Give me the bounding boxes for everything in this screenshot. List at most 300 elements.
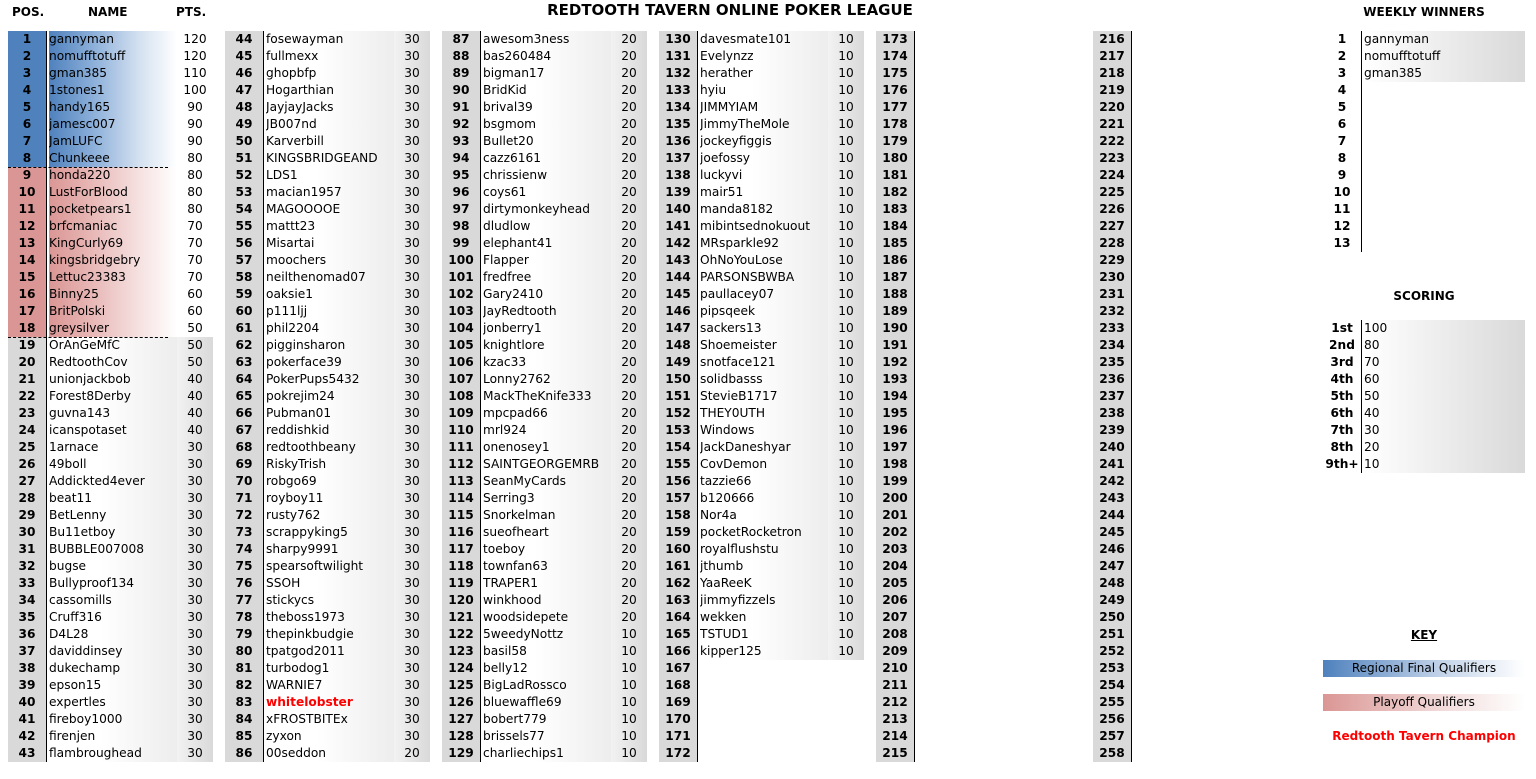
- table-row: [876, 524, 1093, 541]
- player-points: 30: [394, 167, 430, 184]
- player-name: sharpy9991: [266, 541, 394, 558]
- player-points: 20: [611, 473, 647, 490]
- table-row: [442, 337, 659, 354]
- player-points: 30: [394, 48, 430, 65]
- player-name: TSTUD1: [700, 626, 828, 643]
- player-name: Addickted4ever: [49, 473, 177, 490]
- player-points: 30: [394, 337, 430, 354]
- pos-header: POS.: [12, 5, 45, 19]
- player-points: 30: [394, 218, 430, 235]
- player-points: 20: [611, 167, 647, 184]
- position-cell: 222: [1093, 133, 1131, 150]
- position-cell: 28: [8, 490, 46, 507]
- table-row: [8, 31, 225, 48]
- position-cell: 124: [442, 660, 480, 677]
- player-points: 10: [828, 405, 864, 422]
- scoring-row: [1323, 337, 1525, 354]
- player-name: Binny25: [49, 286, 177, 303]
- table-row: [876, 252, 1093, 269]
- player-points: 40: [177, 405, 213, 422]
- scoring-points: 60: [1364, 371, 1525, 388]
- table-row: [659, 218, 876, 235]
- table-row: [876, 269, 1093, 286]
- table-row: [1093, 269, 1310, 286]
- position-cell: 113: [442, 473, 480, 490]
- player-points: 30: [394, 507, 430, 524]
- table-row: [659, 82, 876, 99]
- scoring-place: 6th: [1330, 406, 1354, 420]
- position-cell: 251: [1093, 626, 1131, 643]
- table-row: [659, 643, 876, 660]
- player-points: 20: [611, 31, 647, 48]
- player-points: 20: [611, 558, 647, 575]
- position-cell: 56: [225, 235, 263, 252]
- player-name: Bullyproof134: [49, 575, 177, 592]
- table-row: [8, 456, 225, 473]
- table-row: [8, 201, 225, 218]
- position-cell: 240: [1093, 439, 1131, 456]
- player-name: phil2204: [266, 320, 394, 337]
- player-name: LDS1: [266, 167, 394, 184]
- player-points: 10: [828, 541, 864, 558]
- table-row: [225, 116, 442, 133]
- position-cell: 198: [876, 456, 914, 473]
- table-row: [876, 541, 1093, 558]
- position-cell: 104: [442, 320, 480, 337]
- scoring-row: [1323, 405, 1525, 422]
- pts-header: PTS.: [176, 5, 207, 19]
- table-row: [8, 218, 225, 235]
- player-points: 10: [828, 337, 864, 354]
- position-cell: 4: [8, 82, 46, 99]
- table-row: [225, 643, 442, 660]
- weekly-position: 9: [1337, 168, 1347, 182]
- player-points: 30: [177, 456, 213, 473]
- position-cell: 95: [442, 167, 480, 184]
- position-cell: 55: [225, 218, 263, 235]
- table-row: [876, 31, 1093, 48]
- player-name: jimmyfizzels: [700, 592, 828, 609]
- table-row: [442, 473, 659, 490]
- position-cell: 44: [225, 31, 263, 48]
- table-row: [8, 167, 225, 184]
- table-row: [225, 507, 442, 524]
- player-points: 10: [611, 660, 647, 677]
- band-divider: [8, 167, 168, 168]
- player-name: THEY0UTH: [700, 405, 828, 422]
- position-cell: 42: [8, 728, 46, 745]
- player-points: 30: [394, 201, 430, 218]
- table-row: [442, 558, 659, 575]
- weekly-position: 8: [1337, 151, 1347, 165]
- position-cell: 59: [225, 286, 263, 303]
- table-row: [659, 201, 876, 218]
- table-row: [876, 626, 1093, 643]
- player-name: brival39: [483, 99, 611, 116]
- position-cell: 183: [876, 201, 914, 218]
- position-cell: 236: [1093, 371, 1131, 388]
- player-name: coys61: [483, 184, 611, 201]
- table-row: [442, 524, 659, 541]
- player-points: 70: [177, 252, 213, 269]
- player-name: Nor4a: [700, 507, 828, 524]
- position-cell: 146: [659, 303, 697, 320]
- league-column: [876, 31, 1093, 762]
- position-cell: 163: [659, 592, 697, 609]
- position-cell: 67: [225, 422, 263, 439]
- position-cell: 52: [225, 167, 263, 184]
- position-cell: 134: [659, 99, 697, 116]
- position-cell: 136: [659, 133, 697, 150]
- table-row: [659, 473, 876, 490]
- position-cell: 201: [876, 507, 914, 524]
- table-row: [442, 541, 659, 558]
- player-name: moochers: [266, 252, 394, 269]
- player-name: Chunkeee: [49, 150, 177, 167]
- player-name: zyxon: [266, 728, 394, 745]
- player-name: TRAPER1: [483, 575, 611, 592]
- player-points: 10: [828, 133, 864, 150]
- table-row: [659, 711, 876, 728]
- player-name: royboy11: [266, 490, 394, 507]
- table-row: [8, 660, 225, 677]
- player-name: JIMMYIAM: [700, 99, 828, 116]
- player-points: 30: [177, 541, 213, 558]
- position-cell: 171: [659, 728, 697, 745]
- table-row: [225, 388, 442, 405]
- position-cell: 40: [8, 694, 46, 711]
- position-cell: 234: [1093, 337, 1131, 354]
- position-cell: 145: [659, 286, 697, 303]
- table-row: [225, 303, 442, 320]
- player-points: 20: [611, 592, 647, 609]
- table-row: [442, 99, 659, 116]
- player-name: mair51: [700, 184, 828, 201]
- position-cell: 108: [442, 388, 480, 405]
- position-cell: 202: [876, 524, 914, 541]
- player-name: kingsbridgebry: [49, 252, 177, 269]
- player-name: Windows: [700, 422, 828, 439]
- player-name: hyiu: [700, 82, 828, 99]
- player-name: fireboy1000: [49, 711, 177, 728]
- player-name: Hogarthian: [266, 82, 394, 99]
- table-row: [1093, 235, 1310, 252]
- player-points: 10: [828, 609, 864, 626]
- table-row: [442, 65, 659, 82]
- player-points: 30: [177, 575, 213, 592]
- player-name: JayRedtooth: [483, 303, 611, 320]
- position-cell: 159: [659, 524, 697, 541]
- table-row: [442, 507, 659, 524]
- column-separator: [914, 31, 915, 762]
- position-cell: 168: [659, 677, 697, 694]
- player-name: basil58: [483, 643, 611, 660]
- position-cell: 204: [876, 558, 914, 575]
- player-points: 10: [828, 150, 864, 167]
- table-row: [8, 320, 225, 337]
- table-row: [659, 371, 876, 388]
- column-separator: [1131, 31, 1132, 762]
- scoring-place: 7th: [1330, 423, 1354, 437]
- player-points: 30: [177, 592, 213, 609]
- player-name: bas260484: [483, 48, 611, 65]
- position-cell: 142: [659, 235, 697, 252]
- position-cell: 213: [876, 711, 914, 728]
- table-row: [225, 490, 442, 507]
- column-separator: [480, 31, 481, 762]
- position-cell: 114: [442, 490, 480, 507]
- table-row: [8, 694, 225, 711]
- player-points: 20: [611, 388, 647, 405]
- player-points: 30: [394, 422, 430, 439]
- position-cell: 89: [442, 65, 480, 82]
- player-points: 30: [177, 711, 213, 728]
- player-name: 1stones1: [49, 82, 177, 99]
- player-name: herather: [700, 65, 828, 82]
- position-cell: 203: [876, 541, 914, 558]
- player-points: 30: [394, 269, 430, 286]
- position-cell: 254: [1093, 677, 1131, 694]
- position-cell: 74: [225, 541, 263, 558]
- table-row: [876, 558, 1093, 575]
- player-points: 50: [177, 320, 213, 337]
- position-cell: 218: [1093, 65, 1131, 82]
- player-points: 70: [177, 218, 213, 235]
- position-cell: 153: [659, 422, 697, 439]
- player-name: mrl924: [483, 422, 611, 439]
- player-points: 10: [828, 201, 864, 218]
- player-name: Bullet20: [483, 133, 611, 150]
- scoring-row: [1323, 422, 1525, 439]
- table-row: [8, 133, 225, 150]
- player-points: 30: [394, 711, 430, 728]
- player-points: 30: [177, 558, 213, 575]
- player-points: 10: [828, 490, 864, 507]
- table-row: [225, 286, 442, 303]
- player-name: bobert779: [483, 711, 611, 728]
- position-cell: 120: [442, 592, 480, 609]
- champion-name: whitelobster: [266, 694, 394, 711]
- player-name: pocketpears1: [49, 201, 177, 218]
- table-row: [659, 167, 876, 184]
- player-name: woodsidepete: [483, 609, 611, 626]
- player-name: CovDemon: [700, 456, 828, 473]
- player-name: Cruff316: [49, 609, 177, 626]
- player-points: 30: [394, 65, 430, 82]
- table-row: [442, 31, 659, 48]
- table-row: [442, 745, 659, 762]
- position-cell: 73: [225, 524, 263, 541]
- position-cell: 220: [1093, 99, 1131, 116]
- player-points: 30: [394, 235, 430, 252]
- position-cell: 107: [442, 371, 480, 388]
- player-points: 30: [394, 31, 430, 48]
- weekly-winner-row: [1323, 133, 1525, 150]
- player-name: mibintsednokuout: [700, 218, 828, 235]
- position-cell: 190: [876, 320, 914, 337]
- scoring-points: 100: [1364, 320, 1525, 337]
- position-cell: 244: [1093, 507, 1131, 524]
- player-name: JimmyTheMole: [700, 116, 828, 133]
- table-row: [876, 660, 1093, 677]
- player-points: 30: [394, 388, 430, 405]
- table-row: [1093, 728, 1310, 745]
- position-cell: 48: [225, 99, 263, 116]
- weekly-winner-name: nomufftotuff: [1364, 48, 1525, 65]
- table-row: [1093, 303, 1310, 320]
- position-cell: 72: [225, 507, 263, 524]
- player-points: 80: [177, 167, 213, 184]
- table-row: [442, 82, 659, 99]
- player-points: 10: [828, 252, 864, 269]
- player-points: 110: [177, 65, 213, 82]
- position-cell: 6: [8, 116, 46, 133]
- table-row: [225, 677, 442, 694]
- player-name: fullmexx: [266, 48, 394, 65]
- table-row: [8, 150, 225, 167]
- table-row: [876, 609, 1093, 626]
- player-name: pocketRocketron: [700, 524, 828, 541]
- table-row: [442, 133, 659, 150]
- position-cell: 157: [659, 490, 697, 507]
- table-row: [8, 524, 225, 541]
- player-points: 10: [828, 82, 864, 99]
- player-points: 100: [177, 82, 213, 99]
- league-column: [1093, 31, 1310, 762]
- position-cell: 246: [1093, 541, 1131, 558]
- table-row: [1093, 626, 1310, 643]
- position-cell: 18: [8, 320, 46, 337]
- table-row: [876, 235, 1093, 252]
- player-points: 30: [177, 694, 213, 711]
- table-row: [8, 626, 225, 643]
- table-row: [225, 694, 442, 711]
- table-row: [659, 235, 876, 252]
- position-cell: 93: [442, 133, 480, 150]
- table-row: [8, 48, 225, 65]
- table-row: [876, 728, 1093, 745]
- player-name: fredfree: [483, 269, 611, 286]
- table-row: [8, 677, 225, 694]
- table-row: [876, 354, 1093, 371]
- table-row: [442, 354, 659, 371]
- player-name: JayjayJacks: [266, 99, 394, 116]
- player-name: flambroughead: [49, 745, 177, 762]
- position-cell: 232: [1093, 303, 1131, 320]
- position-cell: 2: [8, 48, 46, 65]
- position-cell: 64: [225, 371, 263, 388]
- player-points: 20: [611, 184, 647, 201]
- scoring-points: 10: [1364, 456, 1525, 473]
- position-cell: 164: [659, 609, 697, 626]
- position-cell: 135: [659, 116, 697, 133]
- table-row: [442, 371, 659, 388]
- table-row: [659, 694, 876, 711]
- table-row: [659, 133, 876, 150]
- position-cell: 21: [8, 371, 46, 388]
- player-name: SAINTGEORGEMRB: [483, 456, 611, 473]
- player-name: SSOH: [266, 575, 394, 592]
- player-name: JamLUFC: [49, 133, 177, 150]
- position-cell: 206: [876, 592, 914, 609]
- player-points: 30: [394, 558, 430, 575]
- table-row: [225, 439, 442, 456]
- table-row: [442, 439, 659, 456]
- table-row: [8, 354, 225, 371]
- player-points: 10: [828, 473, 864, 490]
- player-points: 30: [394, 626, 430, 643]
- table-row: [659, 541, 876, 558]
- key-title: KEY: [1410, 628, 1438, 642]
- table-row: [1093, 507, 1310, 524]
- position-cell: 115: [442, 507, 480, 524]
- table-row: [442, 303, 659, 320]
- position-cell: 140: [659, 201, 697, 218]
- player-points: 30: [177, 677, 213, 694]
- position-cell: 32: [8, 558, 46, 575]
- weekly-position: 3: [1337, 66, 1347, 80]
- table-row: [225, 320, 442, 337]
- player-points: 80: [177, 184, 213, 201]
- table-row: [876, 320, 1093, 337]
- player-points: 20: [611, 133, 647, 150]
- player-points: 30: [177, 643, 213, 660]
- position-cell: 119: [442, 575, 480, 592]
- position-cell: 231: [1093, 286, 1131, 303]
- player-points: 40: [177, 371, 213, 388]
- table-row: [659, 31, 876, 48]
- table-row: [8, 609, 225, 626]
- player-name: reddishkid: [266, 422, 394, 439]
- player-points: 20: [611, 218, 647, 235]
- position-cell: 148: [659, 337, 697, 354]
- player-points: 10: [828, 456, 864, 473]
- table-row: [442, 490, 659, 507]
- player-points: 20: [394, 745, 430, 762]
- player-name: elephant41: [483, 235, 611, 252]
- position-cell: 186: [876, 252, 914, 269]
- player-name: awesom3ness: [483, 31, 611, 48]
- table-row: [1093, 167, 1310, 184]
- position-cell: 156: [659, 473, 697, 490]
- table-row: [8, 728, 225, 745]
- position-cell: 1: [8, 31, 46, 48]
- position-cell: 121: [442, 609, 480, 626]
- table-row: [1093, 320, 1310, 337]
- player-points: 10: [828, 286, 864, 303]
- key-champion: Redtooth Tavern Champion: [1332, 729, 1516, 743]
- player-name: luckyvi: [700, 167, 828, 184]
- player-points: 30: [394, 456, 430, 473]
- scoring-row: [1323, 371, 1525, 388]
- player-name: dirtymonkeyhead: [483, 201, 611, 218]
- position-cell: 128: [442, 728, 480, 745]
- player-points: 10: [828, 184, 864, 201]
- player-name: wekken: [700, 609, 828, 626]
- player-points: 90: [177, 133, 213, 150]
- player-points: 10: [828, 218, 864, 235]
- page-title: REDTOOTH TAVERN ONLINE POKER LEAGUE: [547, 1, 913, 19]
- position-cell: 7: [8, 133, 46, 150]
- position-cell: 122: [442, 626, 480, 643]
- position-cell: 90: [442, 82, 480, 99]
- player-name: winkhood: [483, 592, 611, 609]
- position-cell: 81: [225, 660, 263, 677]
- table-row: [8, 235, 225, 252]
- position-cell: 123: [442, 643, 480, 660]
- table-row: [8, 745, 225, 762]
- player-points: 10: [611, 728, 647, 745]
